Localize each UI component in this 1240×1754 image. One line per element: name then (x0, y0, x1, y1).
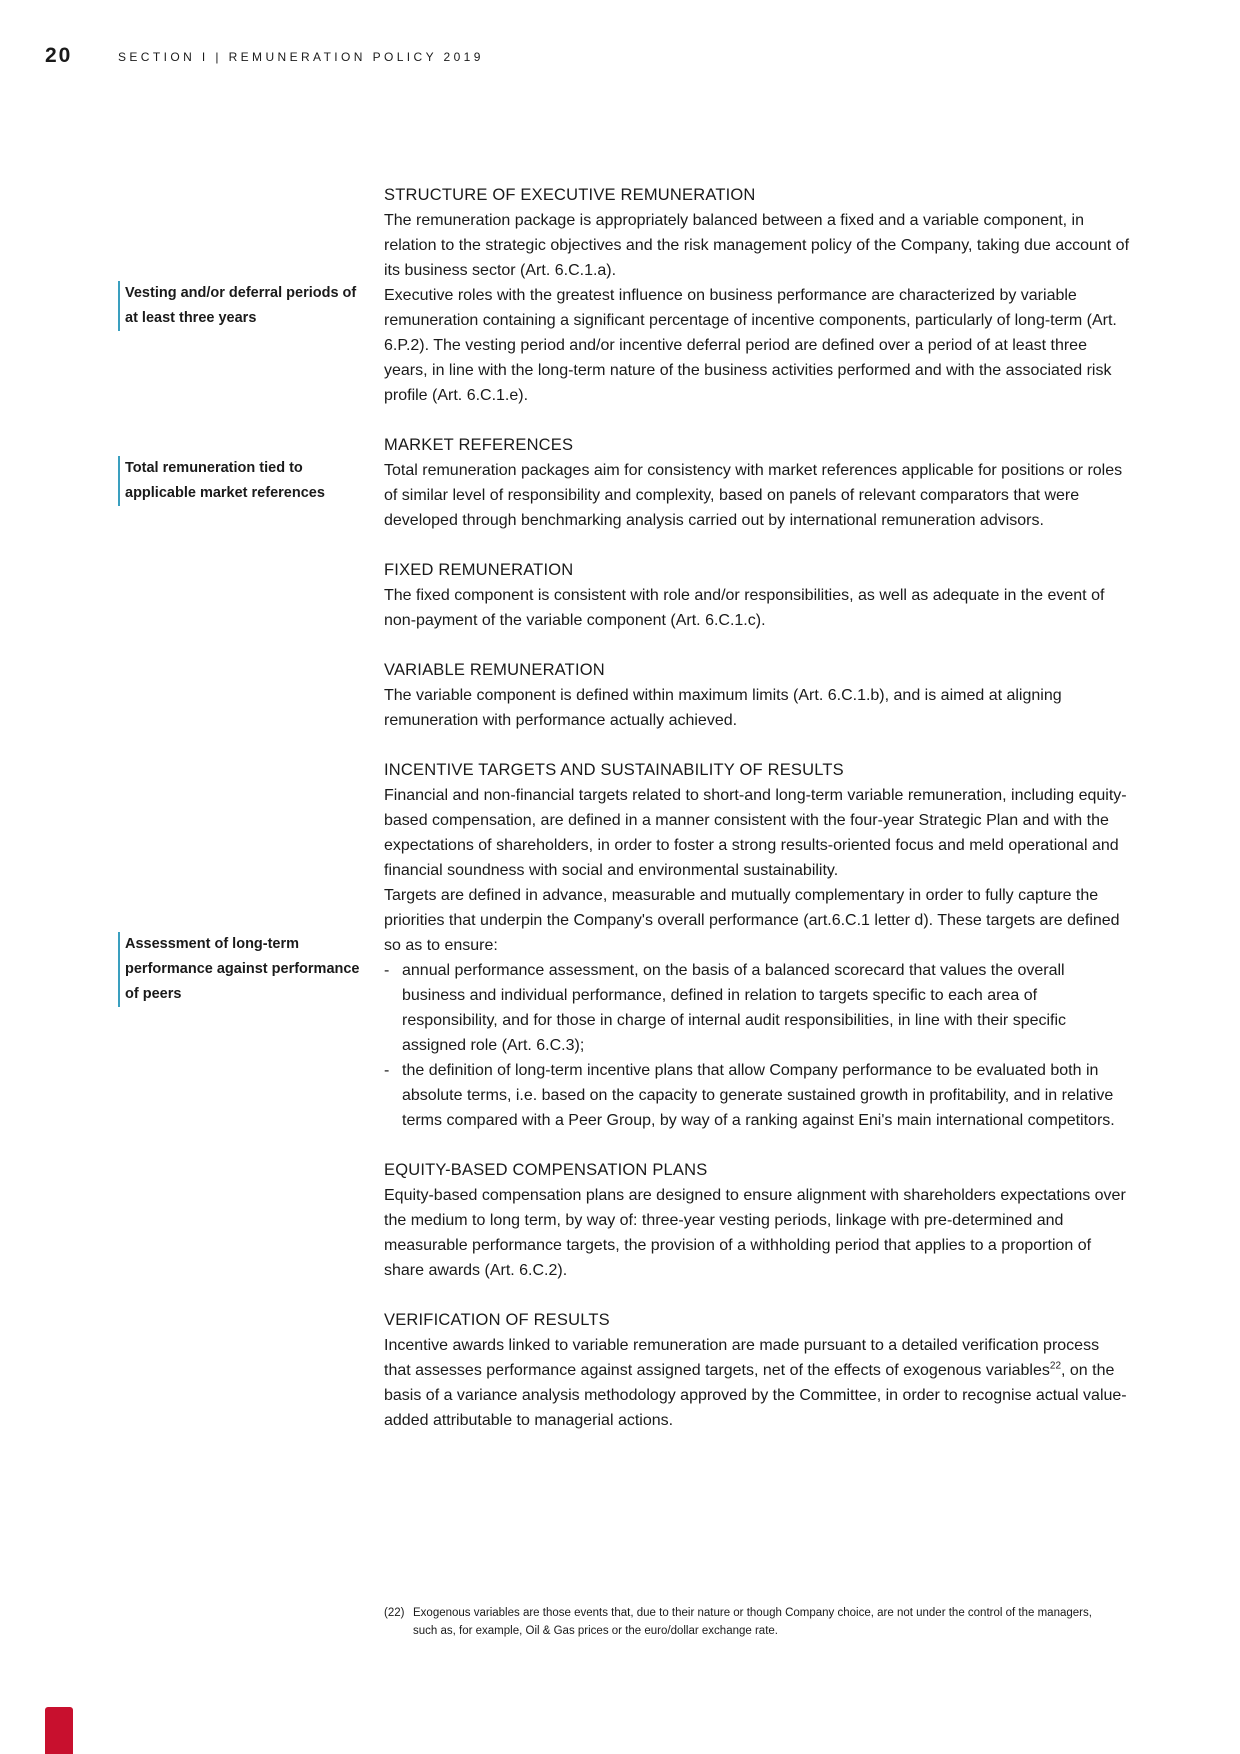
footnote-text-continued: such as, for example, Oil & Gas prices or the euro/dollar exchange rate. (413, 1625, 778, 1637)
running-header: SECTION I | REMUNERATION POLICY 2019 (118, 50, 484, 64)
footnote (384, 1604, 1129, 1640)
heading-fixed: FIXED REMUNERATION (384, 561, 574, 579)
margin-note-peers: Assessment of long-term performance against performance of peers (118, 932, 365, 1007)
paragraph: Total remuneration packages aim for consistency with market references applicable for positions or roles of similar level of responsibility and complexity, based on panels of relevant comparators that were developed through benchmarking analysis carried out by international remuneration advisors. (384, 462, 1123, 529)
margin-note-vesting: Vesting and/or deferral periods of at least three years (118, 281, 365, 331)
heading-verification: VERIFICATION OF RESULTS (384, 1311, 610, 1329)
main-content (384, 183, 1129, 1458)
paragraph: Targets are defined in advance, measurable and mutually complementary in order to fully capture the priorities that underpin the Company's overall performance (art.6.C.1 letter d). These targets are defined so as to ensure: (384, 887, 1120, 954)
paragraph (384, 1333, 1129, 1433)
section-equity (384, 1158, 1129, 1283)
heading-equity: EQUITY-BASED COMPENSATION PLANS (384, 1161, 708, 1179)
section-structure (384, 183, 1129, 408)
list-item: - annual performance assessment, on the basis of a balanced scorecard that values the overall business and individual performance, defined in relation to targets specific to each area of responsibility, and for those in charge of internal audit responsibilities, in line with their specific assigned role (Art. 6.C.3); (384, 958, 1129, 1058)
paragraph: The remuneration package is appropriately balanced between a fixed and a variable component, in relation to the strategic objectives and the risk management policy of the Company, taking due account of its business sector (Art. 6.C.1.a). (384, 212, 1130, 279)
paragraph: Executive roles with the greatest influence on business performance are characterized by variable remuneration containing a significant percentage of incentive components, particularly of long-term (Art. 6.P.2). The vesting period and/or incentive deferral period are defined over a period of at least three years, in line with the long-term nature of the business activities performed and with the associated risk profile (Art. 6.C.1.e). (384, 287, 1117, 404)
section-market (384, 433, 1129, 533)
heading-incentive: INCENTIVE TARGETS AND SUSTAINABILITY OF RESULTS (384, 761, 844, 779)
list-item: - the definition of long-term incentive plans that allow Company performance to be evaluated both in absolute terms, i.e. based on the capacity to generate sustained growth in profitability, and in relative terms compared with a Peer Group, by way of a ranking against Eni's main international competitors. (384, 1058, 1129, 1133)
page-number: 20 (45, 44, 73, 67)
target-list (384, 958, 1129, 1133)
heading-market: MARKET REFERENCES (384, 436, 574, 454)
paragraph: Equity-based compensation plans are designed to ensure alignment with shareholders expectations over the medium to long term, by way of: three-year vesting periods, linkage with pre-determined and measurable performance targets, the provision of a withholding period that applies to a proportion of share awards (Art. 6.C.2). (384, 1187, 1126, 1279)
footnote-ref[interactable]: 22 (1049, 1360, 1062, 1372)
section-fixed (384, 558, 1129, 633)
heading-variable: VARIABLE REMUNERATION (384, 661, 605, 679)
footnote-number: (22) (384, 1607, 405, 1619)
paragraph: The fixed component is consistent with role and/or responsibilities, as well as adequate in the event of non-payment of the variable component (Art. 6.C.1.c). (384, 587, 1105, 629)
section-variable (384, 658, 1129, 733)
page-edge-tab (45, 1707, 73, 1754)
margin-note-market: Total remuneration tied to applicable market references (118, 456, 365, 506)
section-incentive (384, 758, 1129, 1133)
paragraph: Financial and non-financial targets related to short-and long-term variable remuneration, including equity-based compensation, are defined in a manner consistent with the four-year Strategic Plan and with the expectations of shareholders, in order to foster a strong results-oriented focus and meld operational and financial soundness with social and environmental sustainability. (384, 787, 1127, 879)
footnote-text: Exogenous variables are those events that, due to their nature or though Company choice, are not under the control of the managers, (413, 1607, 1092, 1619)
text-run: , on the basis of a variance analysis methodology approved by the Committee, in order to recognise actual value-added attributable to managerial actions. (384, 1362, 1127, 1429)
heading-structure: STRUCTURE OF EXECUTIVE REMUNERATION (384, 186, 756, 204)
paragraph: The variable component is defined within maximum limits (Art. 6.C.1.b), and is aimed at aligning remuneration with performance actually achieved. (384, 687, 1062, 729)
section-verification (384, 1308, 1129, 1433)
text-run: Incentive awards linked to variable remuneration are made pursuant to a detailed verification process that assesses performance against assigned targets, net of the effects of exogenous variables (384, 1337, 1100, 1379)
